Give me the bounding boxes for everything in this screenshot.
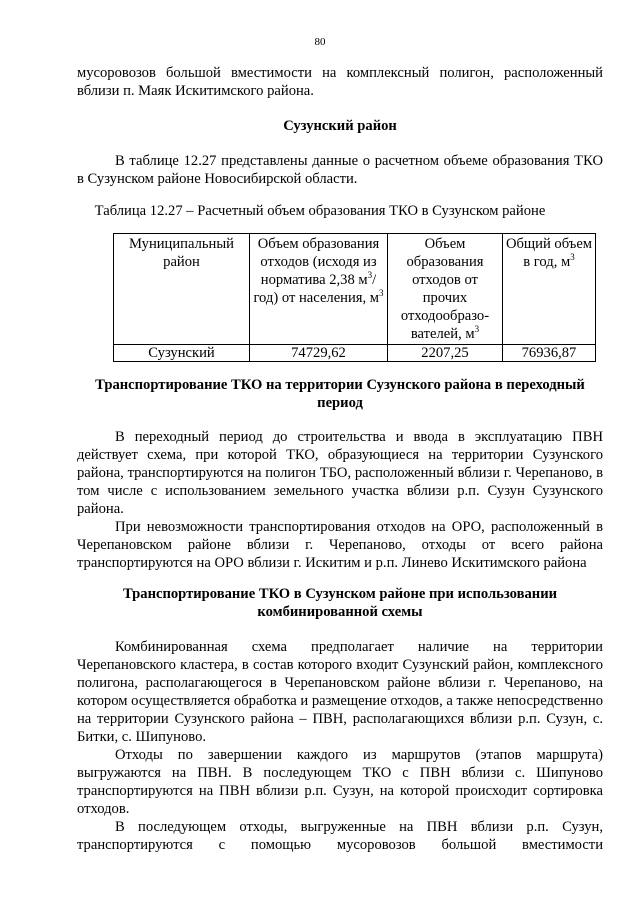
intro-line-1: мусоровозов большой вместимости на комплексный полигон, расположенный <box>77 65 603 81</box>
table-caption: Таблица 12.27 – Расчетный объем образования ТКО в Сузунском районе <box>94 203 546 219</box>
header-other-volume: Объем образования отходов от прочих отходообразо-вателей, $м^3$ <box>388 234 503 345</box>
intro-paragraph <box>77 64 603 100</box>
section-title: Сузунский район <box>283 118 397 134</box>
combined-paragraph-3: В последующем отходы, выгруженные на ПВН вблизи р.п. Сузун, транспортируются с помощью мусоровозов большой вместимости <box>77 819 603 853</box>
transition-section <box>77 428 603 572</box>
transition-paragraph-2: При невозможности транспортирования отходов на ОРО, расположенный в Черепановском районе вблизи г. Черепаново, отходы от всего района транспортируются на ОРО вблизи г. Искитим и р.п. Линево Искитимского района <box>77 519 603 571</box>
page-number: 80 <box>314 36 326 48</box>
intro-line-2: вблизи п. Маяк Искитимского района. <box>77 83 314 99</box>
header-total-volume: Общий объем в год, $м^3$ <box>503 234 596 345</box>
transition-paragraph-1: В переходный период до строительства и ввода в эксплуатацию ПВН действует схема, при которой ТКО, образующиеся на территории Сузунского района, транспортируются на полигон ТБО, расположенный вблизи г. Черепаново, в том числе с использованием земельного участка вблизи р.п. Сузун Сузунского района. <box>77 429 603 517</box>
cell-district: Сузунский <box>114 345 250 362</box>
heading-combined-scheme: Транспортирование ТКО в Сузунском районе при использовании комбинированной схемы <box>122 586 558 620</box>
combined-section <box>77 638 603 854</box>
combined-paragraph-1: Комбинированная схема предполагает наличие на территории Черепановского кластера, в состав которого входит Сузунский район, комплексного полигона, располагающегося в Черепановском районе вблизи г. Черепаново, на котором осуществляется обработка и размещение отходов, а также непосредственно на территории Сузунского района – ПВН, располагающихся вблизи р.п. Сузун, с. Битки, с. Шипуново. <box>77 639 603 745</box>
heading-transition: Транспортирование ТКО на территории Сузунского района в переходный период <box>95 377 585 411</box>
header-municipal-district: Муниципальный район <box>114 234 250 345</box>
cell-total-volume: 76936,87 <box>503 345 596 362</box>
cell-other-volume: 2207,25 <box>388 345 503 362</box>
header-population-volume: Объем образования отходов (исходя из норматива 2,38 $м^3/год$) от населения, $м^3$ <box>250 234 388 345</box>
waste-volume-table <box>113 233 596 362</box>
cell-population-volume: 74729,62 <box>250 345 388 362</box>
table-intro-paragraph: В таблице 12.27 представлены данные о расчетном объеме образования ТКО в Сузунском районе Новосибирской области. <box>77 153 603 187</box>
table-row <box>114 345 596 362</box>
table-header-row <box>114 234 596 345</box>
combined-paragraph-2: Отходы по завершении каждого из маршрутов (этапов маршрута) выгружаются на ПВН. В последующем ТКО с ПВН вблизи с. Шипуново транспортируются на ПВН вблизи р.п. Сузун, на которой происходит сортировка отходов. <box>77 747 603 817</box>
